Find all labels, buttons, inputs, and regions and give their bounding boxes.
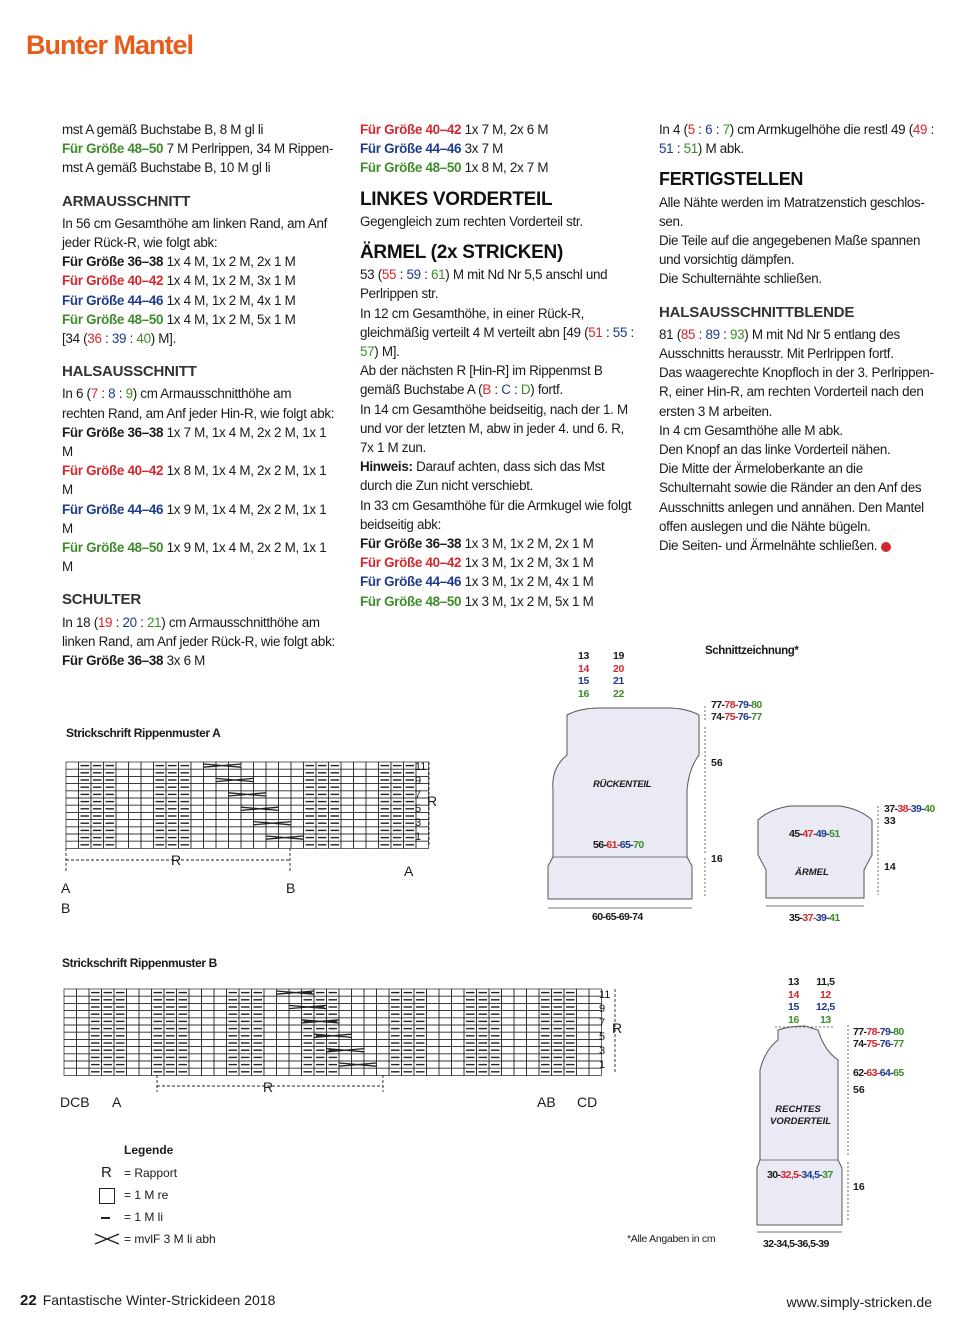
chart-b-row-9: 9 [599,1003,606,1015]
size-line: Für Größe 40–42 1x 8 M, 1x 4 M, 2x 2 M, 1x 1 M [62,463,327,498]
paragraph: Gegengleich zum rechten Vorderteil str. [360,213,583,229]
heading-schulter: SCHULTER [62,591,141,609]
paragraph: In 56 cm Gesamthöhe am linken Rand, am Anf jeder Rück-R, wie folgt abk: [62,215,328,251]
page-title: Bunter Mantel [26,30,194,60]
front-neck-left: 13 14 15 16 [788,976,799,1026]
paragraph: 53 (55 : 59 : 61) M mit Nd Nr 5,5 anschl und Perlrippen str. [360,267,608,302]
legend-text-li: = 1 M li [124,1210,164,1224]
paragraph: Die Seiten- und Ärmelnähte schließen. [659,536,935,555]
size-line: Für Größe 36–38 1x 3 M, 1x 2 M, 2x 1 M [360,536,594,552]
paragraph: Den Knopf an das linke Vorderteil nähen. [659,442,891,458]
size-line: Für Größe 40–42 1x 3 M, 1x 2 M, 3x 1 M [360,555,594,571]
size-line: Für Größe 48–50 1x 4 M, 1x 2 M, 5x 1 M [62,311,296,327]
paragraph: Die Mitte der Ärmeloberkante an die Schulternaht sowie die Ränder an den Anf des Ausschnitts anlegen und annähen. Den Mantel offen auslegen und die Nähte bügeln. [659,461,924,534]
paragraph: 81 (85 : 89 : 93) M mit Nd Nr 5 entlang des Ausschnitts herausstr. Mit Perlrippen fortf. [659,326,900,362]
front-width: 30-32,5-34,5-37 [767,1169,833,1181]
legend-title: Legende [124,1143,174,1157]
size-line: Für Größe 44–46 1x 3 M, 1x 2 M, 4x 1 M [360,574,594,590]
back-width: 56-61-65-70 [593,839,644,851]
footer-url[interactable]: www.simply-stricken.de [786,1294,932,1310]
size-line: Für Größe 36–38 3x 6 M [62,653,205,669]
text-line: mst A gemäß Buchstabe B, 8 M gl li [62,122,264,137]
chart-a-row-5: 5 [415,803,422,815]
sleeve-label: ÄRMEL [795,867,829,878]
back-label: RÜCKENTEIL [593,779,652,790]
back-height-56: 56 [711,757,723,769]
chart-a-rapport: R [427,793,438,809]
size-line: Für Größe 40–42 1x 7 M, 2x 6 M [360,122,549,137]
front-label: RECHTES VORDERTEIL [770,1104,832,1127]
front-height-shoulder: 74-75-76-77 [853,1038,904,1050]
text-line: Die Teile auf die angegebenen Maße spannen [659,233,921,249]
size-line: Für Größe 44–46 1x 4 M, 1x 2 M, 4x 1 M [62,292,296,308]
size-line: Für Größe 48–50 7 M Perlrippen, 34 M Rippen- [62,141,334,157]
chart-b-label-dcb: DCB [60,1094,90,1110]
size-line: Für Größe 44–46 1x 9 M, 1x 4 M, 2x 2 M, 1x 1 M [62,501,327,536]
chart-a-row-1: 1 [415,831,422,843]
text-line: mst A gemäß Buchstabe B, 10 M gl li [62,160,271,176]
chart-a-row-3: 3 [415,817,422,829]
chart-b-row-3: 3 [599,1045,606,1057]
chart-b-label-ab: AB [537,1094,556,1110]
chart-a-label-a: A [61,880,71,896]
sleeve-height-14: 14 [884,861,896,873]
size-line: Für Größe 48–50 1x 3 M, 1x 2 M, 5x 1 M [360,593,594,609]
measure-note: *Alle Angaben in cm [627,1233,716,1245]
sleeve-bottom-width: 35-37-39-41 [789,912,840,924]
text-line: Die Schulternähte schließen. [659,271,822,287]
sleeve-shape [758,806,872,898]
chart-a-row-7: 7 [415,789,422,801]
front-height-mid: 62-63-64-65 [853,1067,904,1079]
text-line: und vorsichtig dämpfen. [659,252,795,268]
size-line: Für Größe 36–38 1x 4 M, 1x 2 M, 2x 1 M [62,254,296,270]
back-piece-shape [548,708,699,899]
legend-text-cross: = mvlF 3 M li abh [124,1232,216,1246]
chart-a-title: Strickschrift Rippenmuster A [66,726,221,740]
paragraph: Das waagerechte Knopfloch in der 3. Perlrippen-R, einer Hin-R, am rechten Vorderteil nach den ersten 3 M arbeiten. [659,365,934,419]
back-neck-right: 19 20 21 22 [613,650,624,700]
chart-b-row-5: 5 [599,1031,606,1043]
chart-a-row-9: 9 [415,775,422,787]
front-height-16: 16 [853,1181,865,1193]
size-line: Für Größe 36–38 1x 7 M, 1x 4 M, 2x 2 M, 1x 1 M [62,424,327,460]
text-line: Alle Nähte werden im Matratzenstich geschlos- [659,194,925,210]
size-line: Für Größe 48–50 1x 8 M, 2x 7 M [360,160,549,176]
paragraph: [34 (36 : 39 : 40) M]. [62,331,176,347]
legend-sym-rapport: R [101,1164,112,1181]
footer-left [20,1292,275,1309]
chart-b-row-7: 7 [599,1017,606,1029]
chart-b-label-a: A [112,1094,122,1110]
page-number: 22 [20,1292,37,1309]
heading-halsausschnitt: HALSAUSSCHNITT [62,363,197,381]
sleeve-height-33: 33 [884,815,896,827]
front-bottom-width: 32-34,5-36,5-39 [763,1238,829,1250]
sleeve-height-total: 37-38-39-40 [884,803,935,815]
chart-b-label-cd: CD [577,1094,598,1110]
front-height-56: 56 [853,1084,865,1096]
heading-halsausschnittblende: HALSAUSSCHNITTBLENDE [659,303,855,321]
sleeve-top-width: 45-47-49-51 [789,828,840,840]
size-line: Für Größe 48–50 1x 9 M, 1x 4 M, 2x 2 M, 1x 1 M [62,540,327,575]
front-height-total: 77-78-79-80 [853,1026,904,1038]
back-bottom-width: 60-65-69-74 [592,911,643,923]
chart-b-label-r: R [263,1079,274,1095]
paragraph: In 18 (19 : 20 : 21) cm Armausschnitthöhe am linken Rand, am Anf jeder Rück-R, wie folgt abk: [62,614,335,649]
chart-a-label-b: B [61,900,71,916]
chart-b-rapport: R [612,1020,623,1036]
chart-a-label-a2: A [404,863,414,879]
back-height-total: 77-78-79-80 [711,699,762,711]
heading-aermel: ÄRMEL (2x STRICKEN) [360,242,563,264]
paragraph: In 12 cm Gesamthöhe, in einer Rück-R, gleichmäßig verteilt 4 M verteilt abn [49 (51 : 55 : 57) M]. [360,305,634,360]
paragraph: In 6 (7 : 8 : 9) cm Armausschnitthöhe am rechten Rand, am Anf jeder Hin-R, wie folgt abk: [62,386,335,421]
size-line: Für Größe 44–46 3x 7 M [360,141,503,157]
legend-text-rapport: = Rapport [124,1166,178,1180]
paragraph: Ab der nächsten R [Hin-R] im Rippenmst B gemäß Buchstabe A (B : C : D) fortf. [360,363,603,398]
paragraph: Hinweis: Darauf achten, dass sich das Mst durch die Zun nicht verschiebt. [360,459,605,494]
text-line: sen. [659,213,684,229]
heading-armausschnitt: ARMAUSSCHNITT [62,192,191,210]
chart-b-title: Strickschrift Rippenmuster B [62,956,217,970]
paragraph: In 14 cm Gesamthöhe beidseitig, nach der 1. M und vor der letzten M, abw in jeder 4. und 6. R, 7x 1 M zun. [360,401,628,456]
front-neck-right: 11,5 12 12,5 13 [816,976,835,1026]
chart-a-row-11: 11 [415,761,427,773]
back-neck-left: 13 14 15 16 [578,650,589,700]
heading-linkes-vorderteil: LINKES VORDERTEIL [360,188,553,210]
back-height-16: 16 [711,853,723,865]
back-height-shoulder: 74-75-76-77 [711,711,762,723]
chart-b-row-11: 11 [599,989,611,1001]
paragraph: In 4 (5 : 6 : 7) cm Armkugelhöhe die restl 49 (49 : 51 : 51) M abk. [659,122,935,157]
magazine-name: Fantastische Winter-Strickideen 2018 [42,1292,276,1308]
chart-a-label-b2: B [286,880,296,896]
schematic-title: Schnittzeichnung* [705,645,799,657]
paragraph: In 33 cm Gesamthöhe für die Armkugel wie folgt beidseitig abk: [360,497,632,532]
heading-fertigstellen: FERTIGSTELLEN [659,169,804,190]
chart-a-label-r: R [171,852,182,868]
legend-text-re: = 1 M re [124,1188,169,1202]
paragraph: In 4 cm Gesamthöhe alle M abk. [659,422,843,438]
size-line: Für Größe 40–42 1x 4 M, 1x 2 M, 3x 1 M [62,273,296,289]
chart-b-row-1: 1 [599,1059,606,1071]
